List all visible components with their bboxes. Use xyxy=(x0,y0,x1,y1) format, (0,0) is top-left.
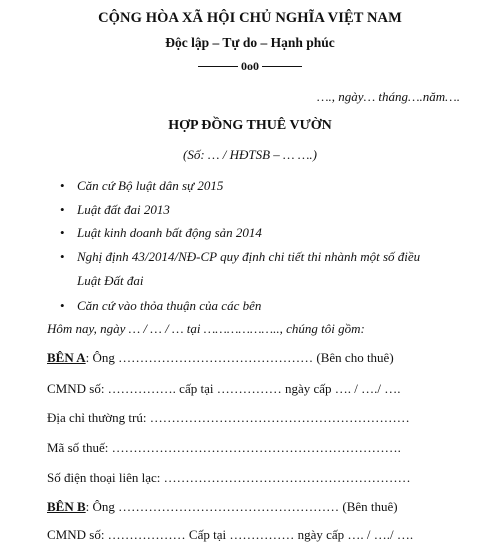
legal-basis-text: Căn cứ Bộ luật dân sự 2015 xyxy=(77,178,224,193)
bullet-icon: • xyxy=(60,249,65,264)
document-title: HỢP ĐỒNG THUÊ VƯỜN xyxy=(168,118,332,133)
document-number: (Số: … / HĐTSB – … ….) xyxy=(183,147,317,162)
legal-basis-text: Căn cứ vào thỏa thuận của các bên xyxy=(77,298,262,313)
party-a-line xyxy=(47,350,394,366)
national-title: CỘNG HÒA XÃ HỘI CHỦ NGHĨA VIỆT NAM xyxy=(98,10,402,26)
party-a-tax-line: Mã số thuế: …………………………………………………………. xyxy=(47,440,401,455)
party-a-label: BÊN A xyxy=(47,350,86,365)
date-line: …., ngày… tháng….năm…. xyxy=(316,89,460,104)
bullet-icon: • xyxy=(60,202,65,217)
bullet-icon: • xyxy=(60,298,65,313)
bullet-icon: • xyxy=(60,225,65,240)
intro-line: Hôm nay, ngày … / … / … tại ……………….., chúng tôi gồm: xyxy=(47,321,365,336)
legal-basis-item xyxy=(60,178,224,194)
party-b-id-line: CMND số: ……………… Cấp tại …………… ngày cấp …. / …./ …. xyxy=(47,527,414,542)
legal-basis-item xyxy=(60,298,262,314)
party-b-label: BÊN B xyxy=(47,499,86,514)
national-motto: Độc lập – Tự do – Hạnh phúc xyxy=(165,35,335,50)
separator-line-left xyxy=(198,66,238,67)
party-a-id-line: CMND số: ……………. cấp tại …………… ngày cấp …. / …./ …. xyxy=(47,381,401,396)
legal-basis-text: Luật kinh doanh bất động sản 2014 xyxy=(77,225,262,240)
party-b-line xyxy=(47,499,398,515)
legal-basis-text: Luật đất đai 2013 xyxy=(77,202,170,217)
separator-text: 0o0 xyxy=(241,58,259,73)
header-separator xyxy=(0,58,500,74)
party-a-phone-line: Số điện thoại liên lạc: ………………………………………………… xyxy=(47,470,411,485)
legal-basis-text: Nghị định 43/2014/NĐ-CP quy định chi tiết thi nhành một số điều xyxy=(77,249,421,264)
party-a-address-line: Địa chỉ thường trú: …………………………………………………… xyxy=(47,410,410,425)
bullet-icon: • xyxy=(60,178,65,193)
legal-basis-item xyxy=(60,202,170,218)
party-a-name-field: : Ông ……………………………………… (Bên cho thuê) xyxy=(85,350,394,365)
legal-basis-item xyxy=(60,249,421,265)
separator-line-right xyxy=(262,66,302,67)
party-b-name-field: : Ông …………………………………………… (Bên thuê) xyxy=(85,499,398,514)
legal-basis-continuation: Luật Đất đai xyxy=(77,273,144,288)
legal-basis-item xyxy=(60,225,262,241)
